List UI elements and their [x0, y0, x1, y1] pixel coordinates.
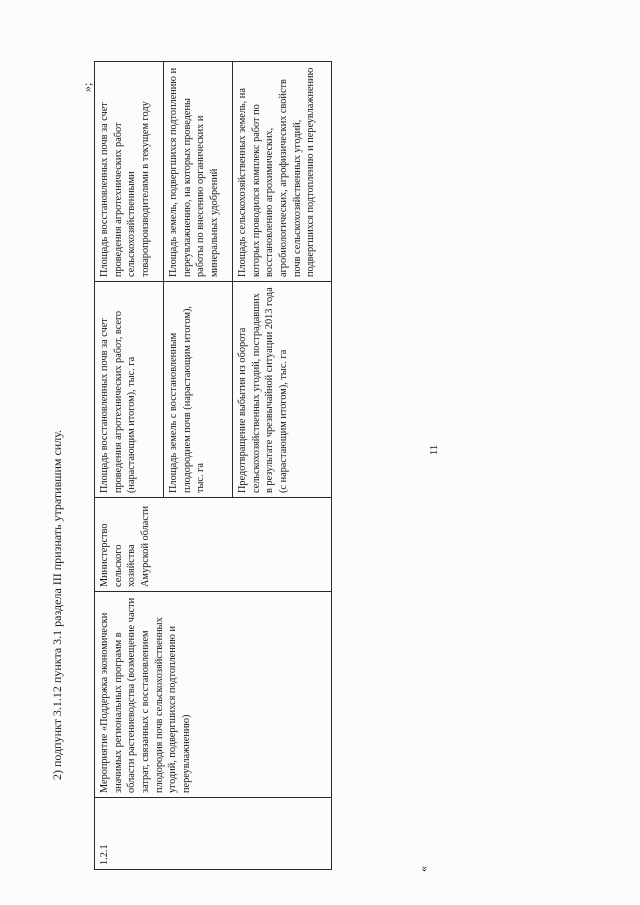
indicator-cell-3: Предотвращение выбытия из оборота сельскохозяйственных угодий, пострадавших в результате чрезвычайной ситуации 2013 года (с нарастающим итогом), тыс. га: [233, 282, 332, 498]
row-number: 1.2.1: [95, 798, 332, 870]
indicator-cell-2: Площадь земель с восстановленным плодородием почв (нарастающим итогом), тыс. га: [164, 282, 233, 498]
description-cell-2: Площадь земель, подвергшихся подтоплению и переувлажнению, на которых проведены работы по внесению органических и минеральных удобрений: [164, 62, 233, 282]
description-cell-1: Площадь восстановленных почв за счет проведения агротехнических работ сельскохозяйственными товаропроизводителями в текущем году: [95, 62, 164, 282]
rotated-content: [40, 20, 440, 880]
description-cell-3: Площадь сельскохозяйственных земель, на которых проводился комплекс работ по восстановлению агрохимических, агробиологических, агрофизических свойств почв сельскохозяйственных угодий, подвергшихся подтоплению и переувлажнению: [233, 62, 332, 282]
table-row: [95, 62, 164, 870]
open-quote-mark: «: [416, 866, 430, 872]
page-number: 11: [428, 444, 440, 456]
amendment-text: 2) подпункт 3.1.12 пункта 3.1 раздела III признать утратившим силу.: [50, 429, 64, 780]
program-table: [94, 61, 332, 870]
executor-cell: Министерство сельского хозяйства Амурской области: [95, 498, 332, 592]
activity-cell: Мероприятие «Поддержка экономически значимых региональных программ в области растениеводства (возмещение части затрат, связанных с восстановлением плодородия почв сельскохозяйственных угодий, подвергшихся подтоплению и переувлажнению): [95, 592, 332, 798]
close-quote-mark: »;: [80, 82, 94, 92]
indicator-cell-1: Площадь восстановленных почв за счет проведения агротехнических работ, всего (нарастающим итогом), тыс. га: [95, 282, 164, 498]
